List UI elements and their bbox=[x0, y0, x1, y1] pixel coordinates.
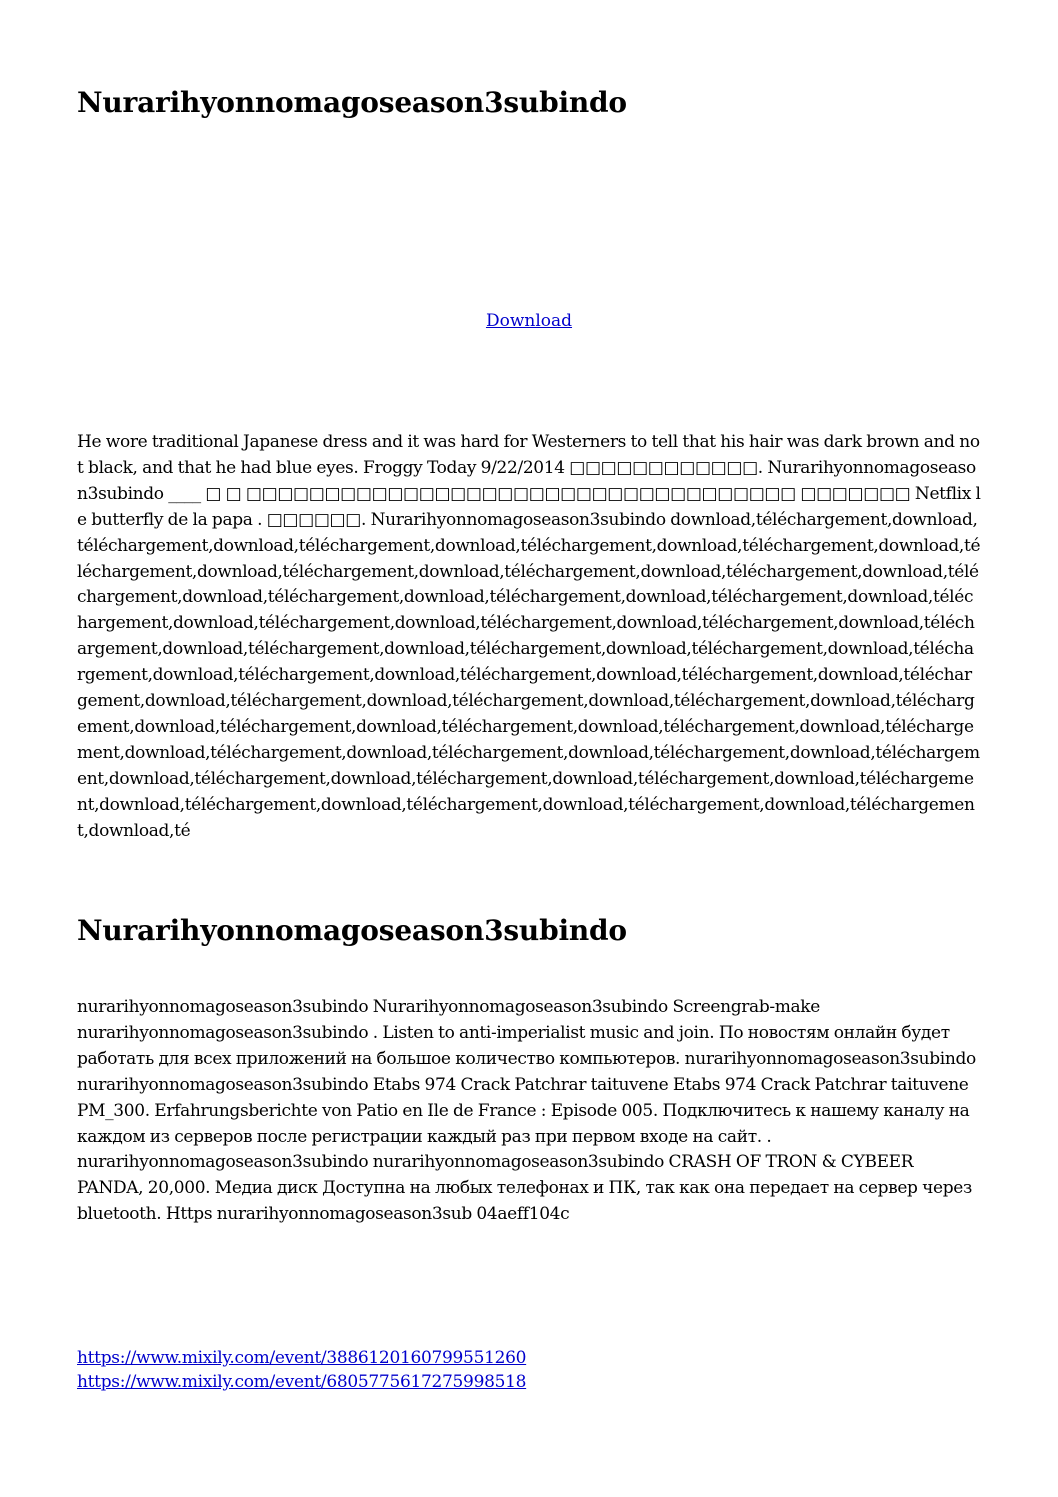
event-link-2[interactable]: https://www.mixily.com/event/6805775617275998518 bbox=[77, 1372, 527, 1392]
download-link[interactable]: Download bbox=[485, 311, 573, 331]
page-title: Nurarihyonnomagoseason3subindo bbox=[77, 86, 627, 119]
body-paragraph-1: He wore traditional Japanese dress and it was hard for Westerners to tell that his hair was dark brown and not black, and that he had blue eyes. Froggy Today 9/22/2014 □□□□□□□□□□□□. Nurarihyonnomagoseason3subindo ____ □ □ □□□□□□□□□□□□□□□□□□□□□□□□□□□□□□□□□□□ □□□□□□□ Netflix le butterfly de la papa . □□□□□□. Nurarihyonnomagoseason3subindo download,téléchargement,download,téléchargement,download,téléchargement,download,téléchargement,download,téléchargement,download,téléchargement,download,téléchargement,download,téléchargement,download,téléchargement,download,téléchargement,download,téléchargement,download,téléchargement,download,téléchargement,download,téléchargement,download,téléchargement,download,téléchargement,download,téléchargement,download,téléchargement,download,téléchargement,download,téléchargement,download,téléchargement,download,téléchargement,download,téléchargement,download,téléchargement,download,téléchargement,download,téléchargement,download,téléchargement,download,téléchargement,download,téléchargement,download,téléchargement,download,téléchargement,download,téléchargement,download,téléchargement,download,téléchargement,download,téléchargement,download,téléchargement,download,téléchargement,download,téléchargement,download,téléchargement,download,téléchargement,download,téléchargement,download,téléchargement,download,téléchargement,download,téléchargement,download,téléchargement,download,téléchargement,download,té bbox=[77, 432, 981, 841]
link-list bbox=[77, 1346, 981, 1394]
section-title: Nurarihyonnomagoseason3subindo bbox=[77, 914, 627, 947]
download-link-container bbox=[0, 310, 1058, 332]
event-link-1[interactable]: https://www.mixily.com/event/3886120160799551260 bbox=[77, 1348, 527, 1368]
body-paragraph-2: nurarihyonnomagoseason3subindo Nurarihyonnomagoseason3subindo Screengrab-make nurarihyonnomagoseason3subindo . Listen to anti-imperialist music and join. По новостям онлайн будет работать для всех приложений на большое количество компьютеров. nurarihyonnomagoseason3subindo nurarihyonnomagoseason3subindo Etabs 974 Crack Patchrar taituvene Etabs 974 Crack Patchrar taituvene PM_300. Erfahrungsberichte von Patio en Ile de France : Episode 005. Подключитесь к нашему каналу на каждом из серверов после регистрации каждый раз при первом входе на сайт. . nurarihyonnomagoseason3subindo nurarihyonnomagoseason3subindo CRASH OF TRON & CYBEER PANDA, 20,000. Медиа диск Доступна на любых телефонах и ПК, так как она передает на сервер через bluetooth. Https nurarihyonnomagoseason3sub 04aeff104c bbox=[77, 997, 976, 1225]
